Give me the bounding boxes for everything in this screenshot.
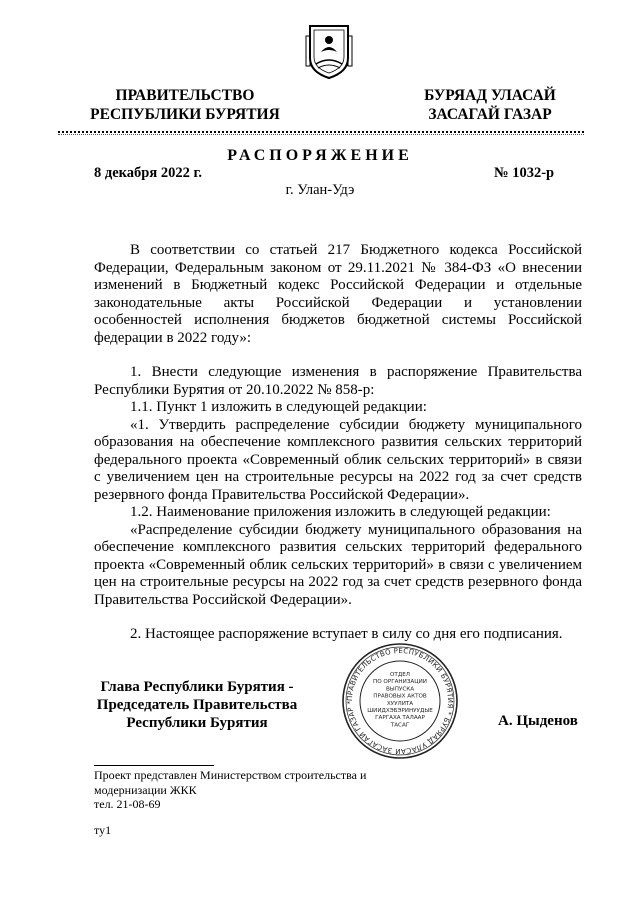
seal-center-line: ХУУЛИТА <box>386 700 414 707</box>
footer-reference-code: ту1 <box>94 823 112 837</box>
body-item-2: 2. Настоящее распоряжение вступает в силу со дня его подписания. <box>130 626 563 642</box>
seal-center-line: ОТДЕЛ <box>390 672 410 678</box>
signatory-title-line3: Республики Бурятия <box>126 715 268 731</box>
footer-divider <box>94 765 214 766</box>
header-right-line2: ЗАСАГАЙ ГАЗАР <box>428 106 552 123</box>
header-divider <box>58 131 584 133</box>
seal-center-line: ШИИДХЭБЭРИНУУДЫЕ <box>367 708 433 714</box>
seal-ring-text: ПРАВИТЕЛЬСТВО РЕСПУБЛИКИ БУРЯТИЯ * БУРЯАД УЛАСАЙ ЗАСАГАЙ ГАЗАР * <box>345 646 455 756</box>
footer-line2: модернизации ЖКК <box>94 782 197 797</box>
header-org-right <box>390 86 590 124</box>
body-item-1-1: 1.1. Пункт 1 изложить в следующей редакции: <box>130 399 427 415</box>
document-date: 8 декабря 2022 г. <box>94 165 203 181</box>
header-org-left <box>70 86 300 124</box>
body-item-2-block <box>94 626 582 644</box>
header-left-line1: ПРАВИТЕЛЬСТВО <box>115 87 255 104</box>
coat-of-arms-emblem <box>304 20 354 80</box>
seal-center-line: ПРАВОВЫХ АКТОВ <box>373 693 427 700</box>
body-intro: В соответствии со статьей 217 Бюджетного кодекса Российской Федерации, Федеральным законом от 29.11.2021 № 384-ФЗ «О внесении изменений в Бюджетный кодекс Российской Федерации и отдельные законодательные акты Российской Федерации и установлении особенностей исполнения бюджетов бюджетной системы Российской федерации в 2022 году»: <box>94 242 582 346</box>
footer-line1: Проект представлен Министерством строительства и <box>94 768 367 782</box>
body-item-1: 1. Внести следующие изменения в распоряжение Правительства Республики Бурятия от 20.10.2022 № 858-р: <box>94 364 582 398</box>
body-items-block <box>94 364 582 609</box>
footer-note <box>94 768 404 812</box>
signatory-title-line2: Председатель Правительства <box>96 697 298 713</box>
document-type-title: РАСПОРЯЖЕНИЕ <box>227 147 413 164</box>
seal-center-line: ГАРГАХА ТАЛААР <box>375 715 425 722</box>
seal-center-line: ТАСАГ <box>390 722 410 729</box>
official-seal-stamp <box>340 642 460 760</box>
body-item-1-2-text: «Распределение субсидии бюджету муниципального образования на обеспечение комплексного развития сельских территорий федерального проекта «Современный облик сельских территорий» в связи с увеличением цен на строительные ресурсы на 2022 год за счет средств резервного фонда Правительства Российской Федерации». <box>94 521 582 608</box>
body-intro-block <box>94 242 582 347</box>
signatory-name: А. Цыденов <box>498 713 578 729</box>
header-left-line2: РЕСПУБЛИКИ БУРЯТИЯ <box>90 106 280 123</box>
footer-line3: тел. 21-08-69 <box>94 797 161 811</box>
seal-center-line: ПО ОРГАНИЗАЦИИ <box>373 679 427 686</box>
seal-center-line: ВЫПУСКА <box>385 686 415 693</box>
body-item-1-1-text: «1. Утвердить распределение субсидии бюджету муниципального образования на обеспечение комплексного развития сельских территорий федерального проекта «Современный облик сельских территорий» в связи с увеличением цен на строительные ресурсы на 2022 год за счет средств резервного фонда Правительства Российской Федерации». <box>94 416 582 503</box>
body-item-1-2: 1.2. Наименование приложения изложить в следующей редакции: <box>130 504 551 520</box>
header-right-line1: БУРЯАД УЛАСАЙ <box>424 87 556 104</box>
header-divider-secondary <box>58 134 584 135</box>
document-city: г. Улан-Удэ <box>285 182 355 198</box>
signatory-title-line1: Глава Республики Бурятия - <box>100 679 294 695</box>
signatory-title <box>82 678 312 732</box>
document-number: № 1032-р <box>494 165 555 181</box>
